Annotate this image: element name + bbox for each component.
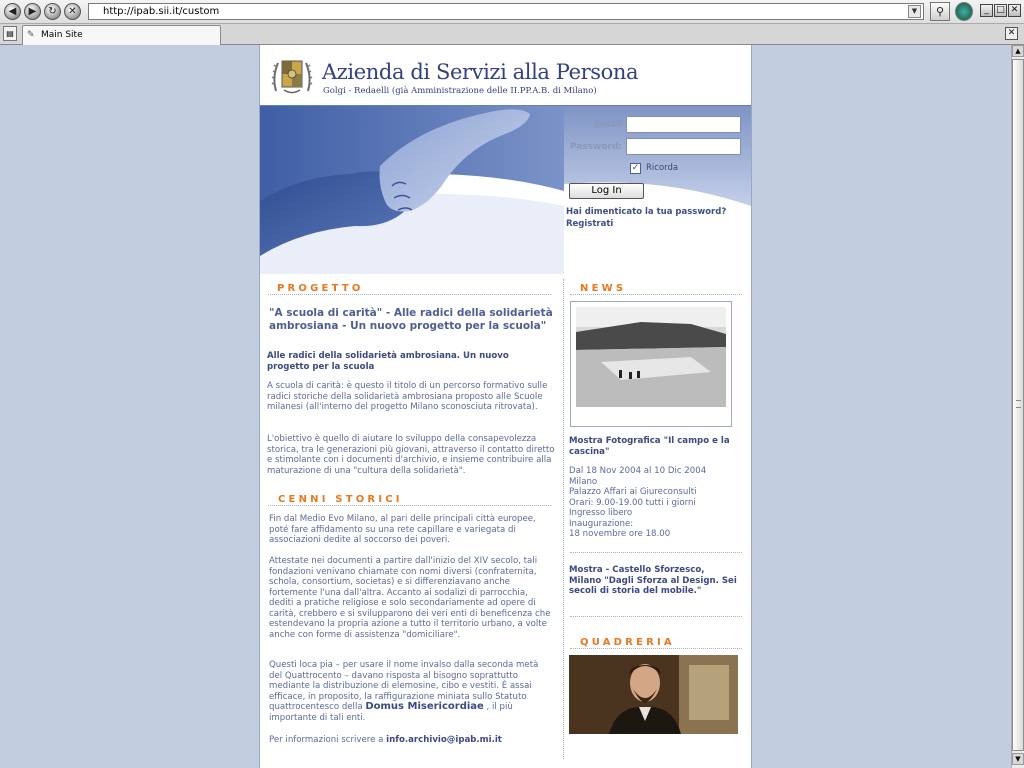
- login-panel: [564, 106, 751, 274]
- chevron-down-icon[interactable]: ▼: [908, 5, 921, 18]
- page: [259, 45, 752, 768]
- scroll-up-icon[interactable]: ▲: [1012, 45, 1024, 57]
- cenni-storici-heading: CENNI STORICI: [278, 494, 403, 505]
- close-icon[interactable]: ✕: [1008, 4, 1021, 17]
- email-field[interactable]: [626, 116, 741, 133]
- remember-label: Ricorda: [646, 163, 679, 173]
- password-field[interactable]: [626, 138, 741, 155]
- news-detail-line: Inaugurazione:: [569, 518, 634, 529]
- crest-icon: [270, 55, 314, 97]
- viewport: [0, 45, 1011, 768]
- cenni-paragraph-3-end: , il più importante di tali enti.: [269, 702, 513, 723]
- farm-photo: [571, 302, 731, 426]
- news-divider: [570, 552, 742, 553]
- project-subtitle: Alle radici della solidarietà ambrosiana. Un nuovo progetto per la scuola: [267, 351, 509, 372]
- news-detail-line: Ingresso libero: [569, 508, 633, 518]
- section-rule: [570, 648, 742, 649]
- news-item-1-title[interactable]: Mostra Fotografica "Il campo e la cascina": [569, 436, 730, 457]
- forgot-password-link[interactable]: Hai dimenticato la tua password?: [566, 207, 727, 217]
- section-rule: [570, 294, 742, 295]
- password-label: Password:: [569, 142, 622, 152]
- forward-icon[interactable]: ▶: [24, 3, 41, 20]
- scrollbar-grip: [1016, 400, 1021, 408]
- scroll-down-icon[interactable]: ▼: [1012, 753, 1024, 765]
- quadreria-painting[interactable]: [569, 655, 738, 734]
- tab-close-icon[interactable]: ✕: [1005, 27, 1018, 40]
- tab-page-icon: ✎: [27, 30, 35, 40]
- browser-toolbar: [0, 0, 1024, 24]
- address-text: http://ipab.sii.it/custom: [103, 6, 220, 17]
- minimize-icon[interactable]: _: [980, 4, 993, 17]
- scrollbar-thumb[interactable]: [1012, 59, 1024, 751]
- hands-illustration: [260, 106, 564, 274]
- section-rule: [268, 294, 551, 295]
- vertical-scrollbar[interactable]: [1011, 45, 1024, 768]
- contact-email-link[interactable]: info.archivio@ipab.mi.it: [386, 735, 502, 745]
- quadreria-heading: QUADRERIA: [580, 637, 675, 648]
- maximize-icon[interactable]: □: [994, 4, 1007, 17]
- cenni-paragraph-3: [269, 660, 549, 723]
- project-paragraph-1: A scuola di carità: è questo il titolo di un percorso formativo sulle radici storiche della solidarietà ambrosiana proposto alle Scuole milanesi (all'interno del progetto Milano sconosciuta ritrovata).: [267, 381, 548, 412]
- news-item-2-title[interactable]: Mostra - Castello Sforzesco, Milano "Dagli Sforza al Design. Sei secoli di storia del mobile.": [569, 565, 737, 596]
- tab-strip: [0, 24, 1024, 45]
- site-title: Azienda di Servizi alla Persona: [322, 60, 639, 84]
- contact-line: [269, 735, 549, 746]
- contact-text: Per informazioni scrivere a: [269, 735, 384, 745]
- news-detail-line: Dal 18 Nov 2004 al 10 Dic 2004: [569, 466, 707, 476]
- login-button[interactable]: Log In: [569, 183, 644, 199]
- news-detail-line: 18 novembre ore 18.00: [569, 529, 671, 539]
- register-link[interactable]: Registrati: [566, 219, 614, 229]
- news-item-1-details: [569, 466, 739, 540]
- email-label: Email: [594, 120, 622, 130]
- news-divider: [570, 616, 742, 617]
- portrait-painting: [569, 655, 738, 734]
- news-detail-line: Palazzo Affari ai Giureconsulti: [569, 487, 697, 497]
- page-icon[interactable]: ▤: [3, 26, 17, 41]
- project-title[interactable]: "A scuola di carità" - Alle radici della solidarietà ambrosiana - Un nuovo progetto per la scuola": [269, 307, 553, 332]
- section-rule: [268, 505, 551, 506]
- domus-misericordiae-link[interactable]: Domus Misericordiae: [365, 701, 484, 712]
- progetto-heading: PROGETTO: [277, 283, 364, 294]
- reload-icon[interactable]: ↻: [44, 3, 61, 20]
- news-detail-line: Milano: [569, 476, 598, 487]
- cenni-paragraph-2: Attestate nei documenti a partire dall'inizio del XIV secolo, tali fondazioni venivano chiamate con nomi diversi (confraternita, schola, consortium, societas) e si differenziavano anche fortemente l'una dall'altra. Accanto ai sodalizi di parrocchia, dediti a pratiche religiose e solo secondariamente ad opere di carità, crebbero e si svilupparono dei veri enti di beneficenza che estendevano la propria azione a tutto il territorio urbano, a volte anche con forme di assistenza "domiciliare".: [269, 556, 551, 640]
- site-header: [260, 45, 751, 106]
- remember-checkbox[interactable]: ✓: [631, 163, 640, 173]
- cenni-paragraph-1: Fin dal Medio Evo Milano, al pari delle principali città europee, poté fare affidamento su una rete capillare e variegata di associazioni dedite al soccorso dei poveri.: [269, 514, 536, 545]
- back-icon[interactable]: ◀: [4, 3, 21, 20]
- column-divider: [563, 279, 564, 759]
- stop-icon[interactable]: ✕: [64, 3, 81, 20]
- news-photo[interactable]: [570, 301, 732, 427]
- site-subtitle: Golgi - Redaelli (già Amministrazione delle II.PP.A.B. di Milano): [323, 86, 597, 96]
- address-bar[interactable]: [88, 3, 924, 20]
- tab-label: Main Site: [41, 30, 83, 40]
- project-paragraph-2: L'obiettivo è quello di aiutare lo sviluppo della consapevolezza storica, tra le generazioni più giovani, attraverso il contatto diretto e stimolante con i documenti d'archivio, e insieme contribuire alla maturazione di una "cultura della solidarietà".: [267, 434, 555, 476]
- search-icon[interactable]: ⚲: [930, 2, 950, 21]
- news-detail-line: Orari: 9.00-19.00 tutti i giorni: [569, 497, 696, 508]
- tab-main-site[interactable]: [22, 25, 221, 45]
- globe-icon[interactable]: [955, 2, 973, 21]
- hero-image: [260, 106, 564, 274]
- news-heading: NEWS: [580, 283, 627, 294]
- cenni-paragraph-3-text: Questi loca pia – per usare il nome invalso dalla seconda metà del Quattrocento – davano risposta al bisogno soprattutto mediante la distribuzione di elemosine, cibo e vestiti. È assai efficace, in proposito, la raffigurazione miniata sullo Statuto quattrocentesco della: [269, 660, 539, 712]
